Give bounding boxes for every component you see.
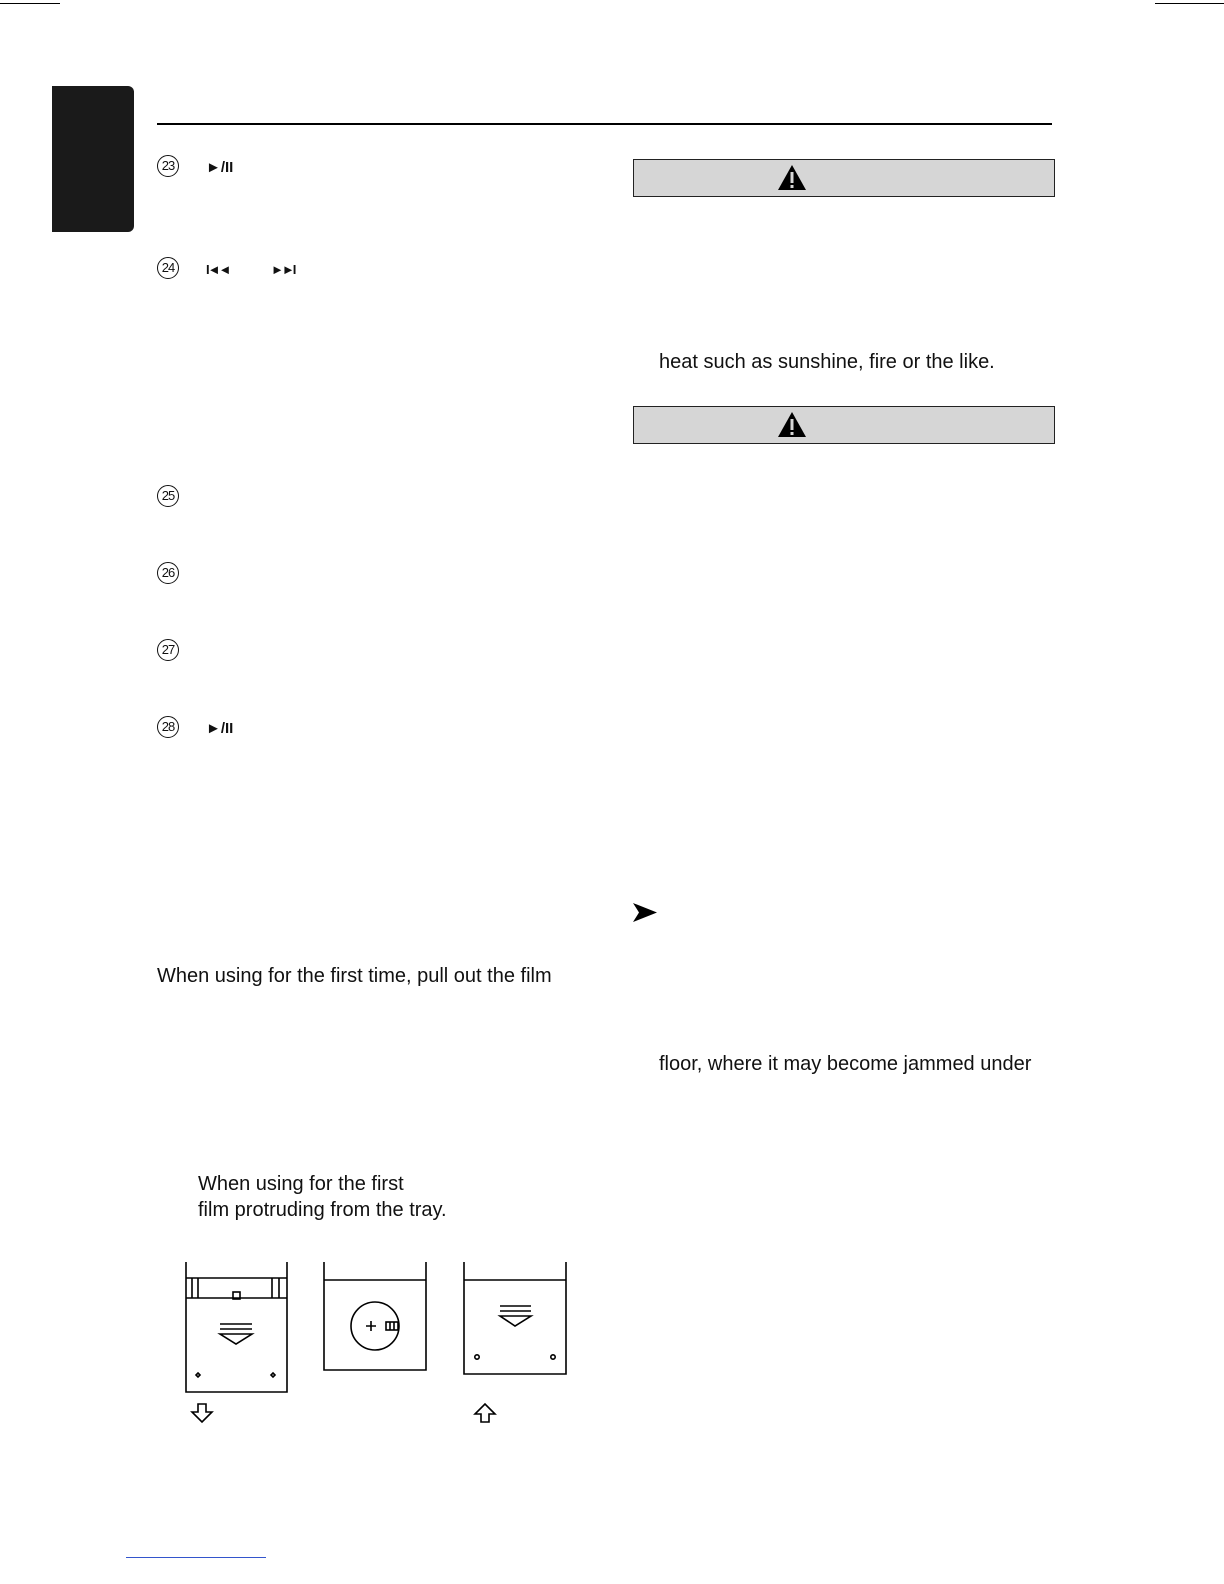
item-number-28: 28 [157,716,179,738]
arrow-up-icon [475,1404,495,1422]
remote-battery [324,1262,426,1370]
play-pause-icon: ►/II [206,720,234,737]
header-rule [157,123,1052,125]
section-tab [52,86,134,232]
floor-warning-text: floor, where it may become jammed under [659,1053,1032,1075]
warning-triangle-icon [777,164,807,191]
item-number-26: 26 [157,562,179,584]
skip-next-icon: ►►I [271,262,295,277]
warning-bar-2 [633,406,1055,444]
item-number-24: 24 [157,257,179,279]
note-line-2: film protruding from the tray. [198,1199,447,1221]
item-number-27: 27 [157,639,179,661]
crop-mark-right [1155,3,1224,4]
first-time-text: When using for the first time, pull out the film [157,965,552,987]
heat-warning-text: heat such as sunshine, fire or the like. [659,351,995,373]
arrow-down-icon [192,1404,212,1422]
warning-bar-1 [633,159,1055,197]
play-pause-icon: ►/II [206,159,234,176]
skip-previous-icon: I◄◄ [206,262,230,277]
crop-mark-left [0,3,60,4]
warning-triangle-icon [777,411,807,438]
arrow-right-icon [633,903,657,922]
note-line-1: When using for the first [198,1173,404,1195]
remote-tray-open [186,1262,287,1392]
item-number-25: 25 [157,485,179,507]
footer-link-underline [126,1557,266,1558]
remote-tray-closed [464,1262,566,1374]
item-number-23: 23 [157,155,179,177]
battery-replacement-diagram [180,1258,580,1428]
